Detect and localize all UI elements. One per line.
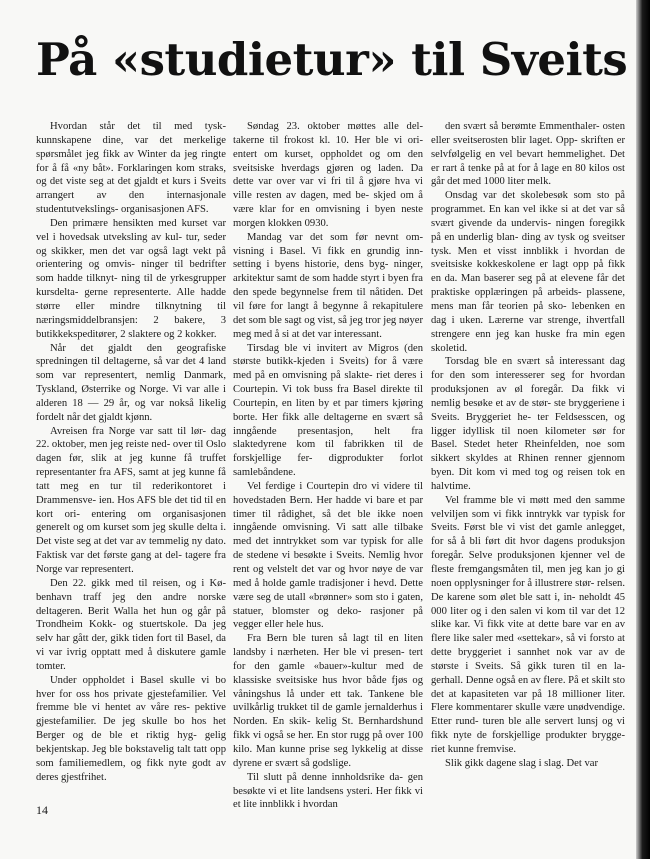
page-number: 14 — [36, 803, 48, 817]
paragraph: Slik gikk dagene slag i slag. Det var — [445, 757, 598, 769]
text-column-1 — [36, 120, 226, 785]
paragraph: Under oppholdet i Basel skulle vi bo hver for oss hos private gjestefamilier. Vel fremme ble vi hentet av våre res- pektive gjestefamilier. De jeg skulle bo hos het Berger og de ble et riktig hyg- gelig bekjentskap. Jeg ble bokstavelig talt tatt opp som familiemedlem, og fikk nyte godt av deres gjestfrihet. — [36, 674, 226, 783]
paragraph: Avreisen fra Norge var satt til lør- dag 22. oktober, men jeg reiste ned- over til Oslo dagen før, slik at jeg kunne få truffet representanter fra AFS, samt at jeg kunne få tatt meg en tur til rederikontoret i Drammensve- ien. Hos AFS ble det tid til en kort ori- entering om organisasjonen generelt og om kurset som jeg skulle delta i. Det viste seg at det var av temmelig ny dato. Faktisk var det første gang at del- tagere fra Norge var representert. — [36, 425, 226, 575]
paragraph: Vel ferdige i Courtepin dro vi videre til hovedstaden Bern. Her hadde vi bare et par timer til rådighet, så det ble ikke noen inngående omvisning. Vi satt alle tilbake med det inntrykket som var typisk for alle de stedene vi besøkte i Sveits. Nemlig hvor rent og velstelt det var og hvor nøye de var med å holde gamle tradisjoner i hevd. Dette være seg de utall «brønner» som sto i gaten, statuer, blomster og deko- rasjoner på vegger eller hele hus. — [233, 480, 423, 631]
paragraph: Mandag var det som før nevnt om- visning i Basel. Vi fikk en grundig inn- setting i byens historie, dens byg- ninger, arkitektur samt de som hadde styrt i byen fra den spede begynnelse frem til nåtiden. Det vil føre for langt å begynne å rekapitulere det som ble sagt og vist, så jeg tror jeg nøyer meg med å si at det var interessant. — [233, 231, 423, 340]
paragraph: Hvordan står det til med tysk- kunnskapene dine, var det merkelige spørsmålet jeg fikk av Winter da jeg ringte for å få «ny båt». Forklaringen kom straks, og det viste seg at det gjaldt et kurs i Sveits arrangert av den internasjonale studentutvekslings- organisasjonen AFS. — [36, 121, 226, 216]
paragraph: Fra Bern ble turen så lagt til en liten landsby i nærheten. Her ble vi presen- tert for den gamle «bauer»-kultur med de klassiske sveitsiske hus hvor både fjøs og våningshus lå under ett tak. Tankene ble uvilkårlig trukket til de gamle jernalderhus i Norden. En skik- kelig St. Bernhardshund fikk vi også se her. En stor rugg på over 100 kilo. Man kunne prise seg lykkelig at disse dyrene er svært så godslige. — [233, 633, 423, 769]
paragraph: Vel framme ble vi møtt med den samme velviljen som vi fikk inntrykk var typisk for Sveits. Først ble vi vist det gamle anlegget, for så å bli ført dit hvor dagens produksjon foregår. Selve produksjonen kjenner vel de fleste fremgangsmåten til, men jeg kan jo gi noen opplysninger for å illustrere stør- relsen. De karene som ølet ble satt i, in- neholdt 45 000 liter og i den salen vi kom til var det 12 slike kar. Vi fikk vite at dette bare var en av flere like saler med «settekar», så vi forsto at dette bryggeriet i sannhet nok var av de største i Sveits. Så gikk turen til en la- gerhall. Denne også en av flere. På et skilt sto det at kapasiteten var på 18 millioner liter. Flere kommentarer skulle være unødvendige. Etter rund- turen ble alle servert lunsj og vi fikk nyte de forskjellige produkter brygge- riet kunne fremvise. — [431, 494, 625, 755]
paragraph: Søndag 23. oktober møttes alle del- takerne til frokost kl. 10. Her ble vi ori- entert om kurset, oppholdet og om den sveitsiske hverdags gjøren og laden. Da dette var over var vi fri til å gjøre hva vi ville resten av dagen, med be- skjed om å være klar for en omvisning i byen neste morgen klokken 0930. — [233, 121, 423, 229]
text-column-2 — [233, 120, 423, 812]
paragraph: Onsdag var det skolebesøk som sto på programmet. En kan vel ikke si at det var så svært givende da undervis- ningen foregikk på en underlig blan- ding av tysk og sveitser tysk. Men et visst innblikk i hvordan de sveitsiske kokkeskolene er lagt opp på fikk en da. Man baserer seg på at elevene får det praktiske opplæringen på arbeids- plassene, mens man får teorien på sko- lebenken en dag i uken. Lærerne var strenge, ihvertfall strengere enn jeg kan huske fra min egen skoletid. — [431, 190, 625, 354]
paragraph: den svært så berømte Emmenthaler- osten eller sveitserosten blir laget. Opp- skriften er selvfølgelig en vel bevart hemmelighet. Det er rart å tenke på at for å lage en 80 kilos ost går det med 1000 liter melk. — [431, 121, 625, 188]
paragraph: Den 22. gikk med til reisen, og i Kø- benhavn traff jeg den andre norske deltageren. Berit Walla het hun og går på Trondheim Kokk- og stuertskole. Da jeg selv har gått der, gikk tiden fort til Basel, da vi var ivrig opptatt med å diskutere gamle tomter. — [36, 577, 226, 672]
paragraph: Tirsdag ble vi invitert av Migros (den største butikk-kjeden i Sveits) for å være med på en omvisning på slakte- riet deres i Courtepin. Vi tok buss fra Basel direkte til Courtepin, en liten by et par timers kjøring borte. Her fikk alle deltagerne en svært så inngående presentasjon, helt fra slaktedyrene kom til fabrikken til de forskjellige fer- digprodukter forlot samlebåndene. — [233, 342, 423, 479]
text-column-3 — [431, 120, 625, 771]
paragraph: Den primære hensikten med kurset var vel i hovedsak utveksling av kul- tur, seder og skikker, men det var også lagt vekt på orientering og omvis- ninger til bedrifter som hadde tilknyt- ning til de yrkesgrupper kursdelta- gerne representerte. Alle hadde større eller mindre tilknytning til næringsmiddelbransjen: 2 bakere, 3 butikkekspeditører, 2 slaktere og 2 kokker. — [36, 217, 226, 340]
paragraph: Torsdag ble en svært så interessant dag for den som interesserer seg for hvordan produksjonen av øl foregår. Da fikk vi nemlig besøke et av de stør- ste bryggeriene i Sveits. Bryggeriet he- ter Feldsesscen, og ligger idyllisk til noen kilometer sør for Basel. Stedet heter Rheinfelden, noe som sikkert skyldes at Rhinen renner gjennom byen. Dit kom vi med tog og reisen tok en halvtime. — [431, 356, 625, 492]
article-title: På «studietur» til Sveits — [36, 33, 628, 86]
page-binding-edge — [636, 0, 650, 859]
paragraph: Når det gjaldt den geografiske spredningen til deltagerne, så var det 4 land som var representert, nemlig Danmark, Tyskland, Østerrike og Norge. Vi var alle i alderen 18 — 29 år, og var nokså likelig fordelt når det gjaldt kjønn. — [36, 342, 226, 423]
paragraph: Til slutt på denne innholdsrike da- gen besøkte vi et lite landsens ysteri. Her fikk vi et lite innblikk i hvordan — [233, 771, 423, 811]
